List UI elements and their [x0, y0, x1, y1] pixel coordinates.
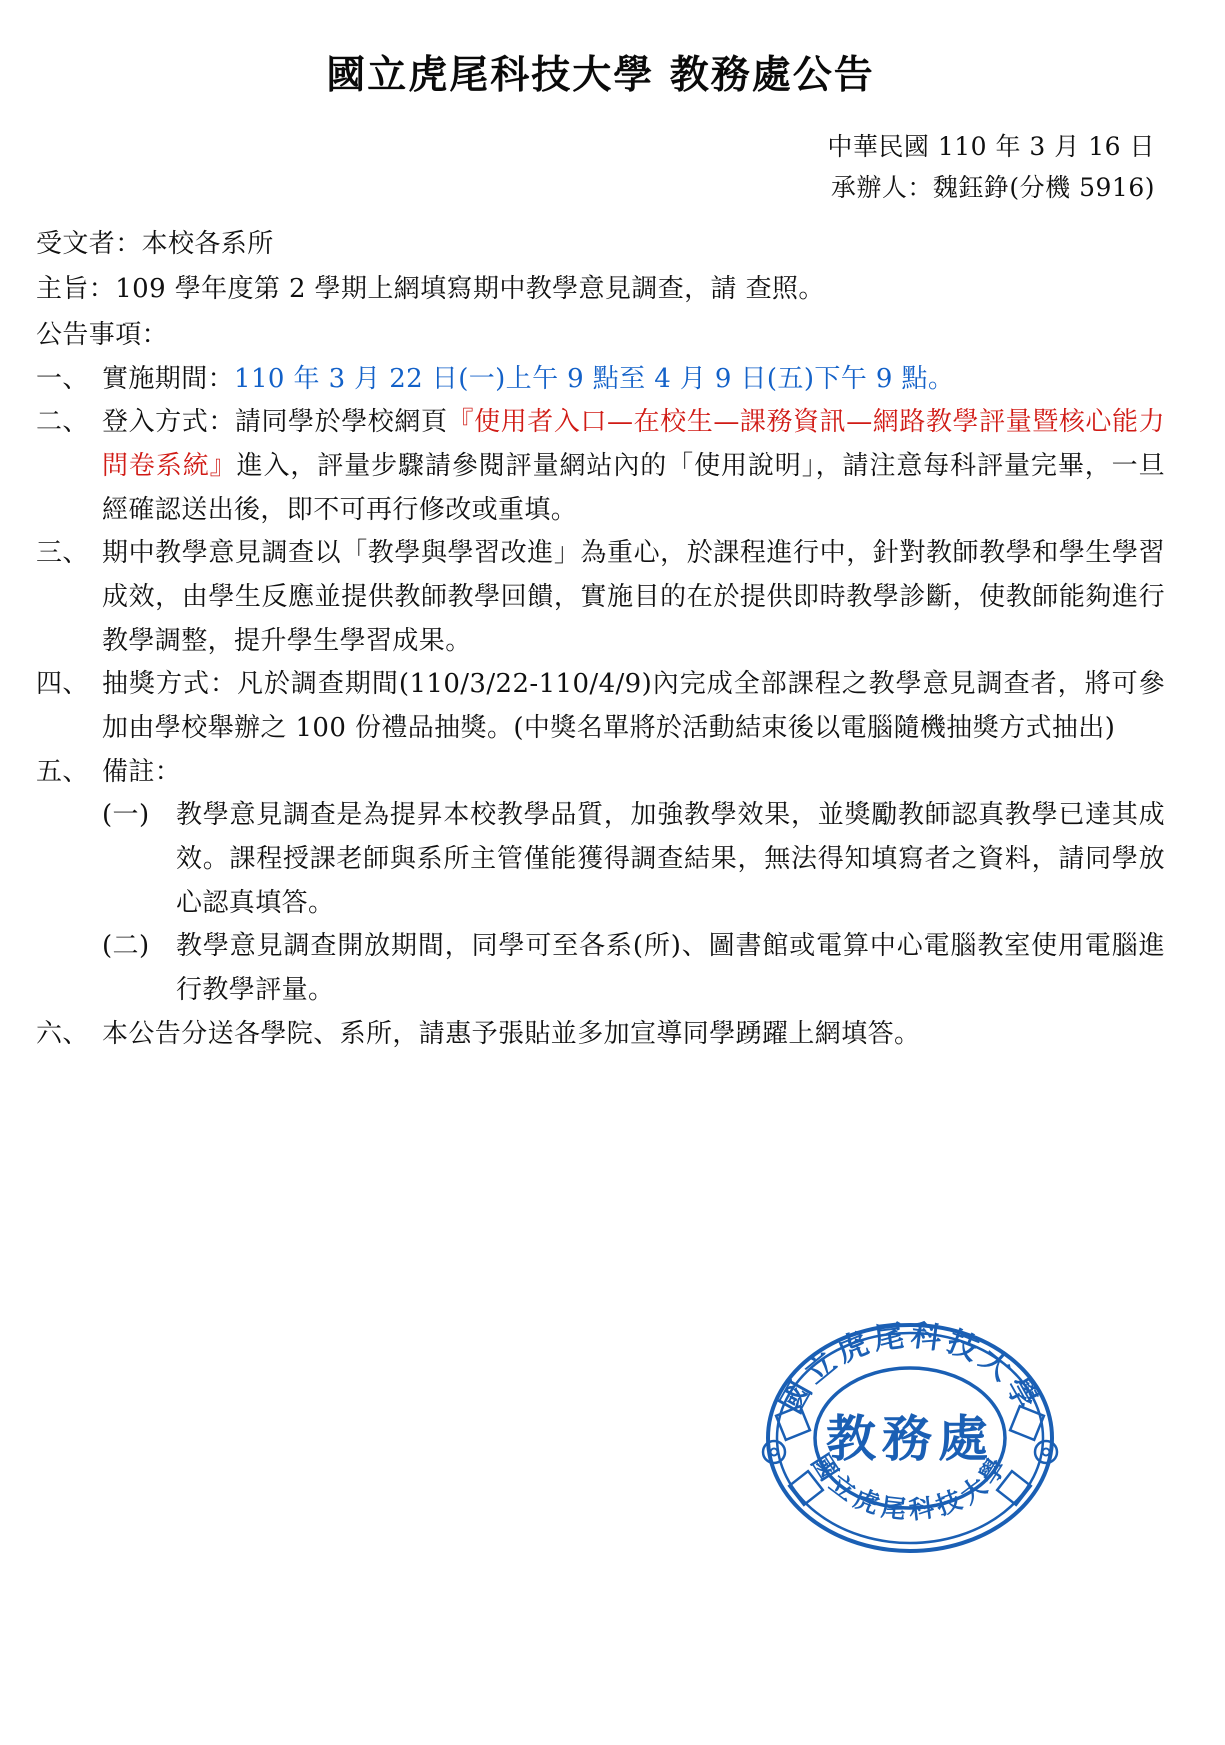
official-seal	[760, 1318, 1060, 1558]
page-title: 國立虎尾科技大學 教務處公告	[326, 52, 875, 98]
list-item	[102, 925, 1165, 1012]
subject-line: 主旨：109 學年度第 2 學期上網填寫期中教學意見調查，請 查照。	[36, 274, 825, 305]
item-2-label: 登入方式：請同學於學校網頁	[102, 407, 448, 438]
item-1-label: 實施期間：	[102, 363, 235, 394]
item-marker-1: 一、	[36, 363, 89, 394]
document-date: 中華民國 110 年 3 月 16 日	[827, 132, 1155, 161]
item-content-6: 本公告分送各學院、系所，請惠予張貼並多加宣導同學踴躍上網填答。	[102, 1018, 921, 1049]
recipient-line: 受文者：本校各系所	[36, 228, 274, 259]
sub-item-content-1: 教學意見調查是為提昇本校教學品質，加強教學效果，並獎勵教師認真教學已達其成效。課程授課老師與系所主管僅能獲得調查結果，無法得知填寫者之資料，請同學放心認真填答。	[176, 800, 1165, 918]
item-marker-4: 四、	[36, 669, 89, 700]
seal-center-text: 教務處	[826, 1409, 994, 1468]
item-marker-2: 二、	[36, 407, 89, 438]
item-2-rest: 進入，評量步驟請參閱評量網站內的「使用說明」，請注意每科評量完畢，一旦經確認送出後，即不可再行修改或重填。	[102, 450, 1165, 525]
sub-item-marker-1: (一)	[102, 800, 150, 831]
list-item	[36, 358, 1165, 402]
item-2-path-highlight: 『使用者入口—在校生—課務資訊—網路教學評量暨核心能力問卷系統』	[102, 407, 1165, 481]
sub-item-marker-2: (二)	[102, 931, 150, 962]
item-content-5: 備註：	[102, 756, 182, 787]
list-item	[36, 532, 1165, 663]
item-content-4: 抽獎方式：凡於調查期間(110/3/22-110/4/9)內完成全部課程之教學意見調查者，將可參加由學校舉辦之 100 份禮品抽獎。(中獎名單將於活動結束後以電腦隨機抽獎方式抽出)	[102, 669, 1165, 743]
item-marker-6: 六、	[36, 1018, 89, 1049]
official-seal-icon	[760, 1318, 1060, 1558]
item-content-3: 期中教學意見調查以「教學與學習改進」為重心，於課程進行中，針對教師教學和學生學習成效，由學生反應並提供教師教學回饋，實施目的在於提供即時教學診斷，使教師能夠進行教學調整，提升學生學習成果。	[102, 538, 1165, 656]
list-item	[36, 401, 1165, 532]
seal-bottom-text: 國立虎尾科技大學	[805, 1448, 1015, 1525]
seal-outer-text: 國立虎尾科技大學	[773, 1318, 1047, 1420]
list-item	[36, 663, 1165, 750]
item-marker-3: 三、	[36, 538, 89, 569]
document-officer: 承辦人：魏鈺錚(分機 5916)	[830, 173, 1155, 203]
announcement-header: 公告事項：	[36, 319, 169, 350]
list-item	[36, 1013, 1165, 1057]
item-content-2	[102, 401, 1165, 532]
list-item	[36, 751, 1165, 795]
list-item	[102, 794, 1165, 925]
item-marker-5: 五、	[36, 756, 89, 787]
sub-item-content-2: 教學意見調查開放期間，同學可至各系(所)、圖書館或電算中心電腦教室使用電腦進行教學評量。	[176, 931, 1165, 1005]
item-content-1	[102, 358, 1165, 402]
document-meta	[36, 126, 1165, 209]
item-1-date-highlight: 110 年 3 月 22 日(一)上午 9 點至 4 月 9 日(五)下午 9 點。	[234, 363, 955, 394]
